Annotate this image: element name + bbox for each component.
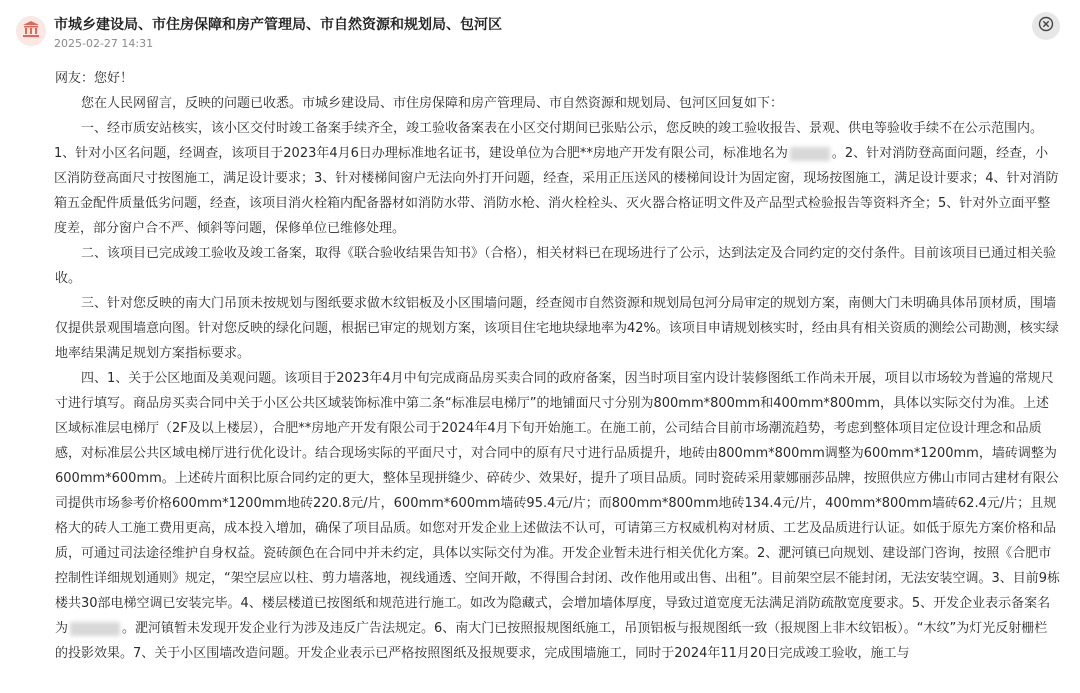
close-button[interactable]: [1032, 12, 1060, 40]
government-building-icon: [22, 20, 40, 42]
reply-header: [12, 12, 1068, 56]
reply-paragraph-1-items-a: 1、针对小区名问题，经调查，该项目于2023年4月6日办理标准地名证书，建设单位为合肥**房地产开发有限公司，标准地名为: [54, 146, 788, 161]
reply-intro: 您在人民网留言，反映的问题已收悉。市城乡建设局、市住房保障和房产管理局、市自然资源和规划局、包河区回复如下：: [81, 96, 784, 111]
redacted-name: [790, 147, 830, 161]
greeting: 网友：您好！: [55, 71, 134, 86]
timestamp: 2025-02-27 14:31: [54, 37, 154, 50]
reply-paragraph-2: 二、该项目已完成竣工验收及竣工备案，取得《联合验收结果告知书》（合格），相关材料已在现场进行了公示，达到法定及合同约定的交付条件。目前该项目已通过相关验收。: [55, 246, 1057, 286]
reply-paragraph-3: 三、针对您反映的南大门吊顶未按规划与图纸要求做木纹铝板及小区围墙问题，经查阅市自然资源和规划局包河分局审定的规划方案，南侧大门未明确具体吊顶材质，围墙仅提供景观围墙意向图。针对您反映的绿化问题，根据已审定的规划方案，该项目住宅地块绿地率为42%。该项目申请规划核实时，经由具有相关资质的测绘公司勘测，核实绿地率结果满足规划方案指标要求。: [55, 296, 1059, 361]
close-icon: [1038, 16, 1054, 36]
reply-paragraph-4-b: 。淝河镇暂未发现开发企业行为涉及违反广告法规定。6、南大门已按照报规图纸施工，吊顶铝板与报规图纸一致（报规图上非木纹铝板）。“木纹”为灯光反射栅栏的投影效果。7、关于小区围墙改造问题。开发企业表示已严格按照图纸及报规要求，完成围墙施工，同时于2024年11月20日完成竣工验收，施工与: [55, 621, 1048, 661]
redacted-name: [70, 622, 120, 636]
reply-paragraph-1-items: [54, 141, 1060, 241]
reply-paragraph-4: [55, 366, 1060, 666]
reply-paragraph-1-items-b: 。2、针对消防登高面问题，经查，小区消防登高面尺寸按图施工，满足设计要求；3、针对楼梯间窗户无法向外打开问题，经查，采用正压送风的楼梯间设计为固定窗，现场按图施工，满足设计要求；4、针对消防箱五金配件质量低劣问题，经查，该项目消火栓箱内配备器材如消防水带、消防水枪、消火栓栓头、灭火器合格证明文件及产品型式检验报告等资料齐全；5、针对外立面平整度差，部分窗户合不严、倾斜等问题，保修单位已维修处理。: [54, 146, 1059, 236]
org-title: 市城乡建设局、市住房保障和房产管理局、市自然资源和规划局、包河区: [54, 17, 502, 33]
avatar: [16, 16, 46, 46]
reply-body: [55, 66, 1060, 666]
reply-paragraph-4-a: 四、1、关于公区地面及美观问题。该项目于2023年4月中旬完成商品房买卖合同的政府备案，因当时项目室内设计装修图纸工作尚未开展，项目以市场较为普遍的常规尺寸进行填写。商品房买卖合同中关于小区公共区域装饰标准中第二条“标准层电梯厅”的地铺面尺寸分别为800mm*800mm和400mm*800mm，具体以实际交付为准。上述区域标准层电梯厅（2F及以上楼层），合肥**房地产开发有限公司于2024年4月下旬开始施工。在施工前，公司结合目前市场潮流趋势，考虑到整体项目定位设计理念和品质感，对标准层公共区域电梯厅进行优化设计。结合现场实际的平面尺寸，对合同中的原有尺寸进行品质提升，地砖由800mm*800mm调整为600mm*1200mm，墙砖调整为600mm*600mm。上述砖片面积比原合同约定的更大，整体呈现拼缝少、碎砖少、效果好，提升了项目品质。同时瓷砖采用蒙娜丽莎品牌，按照供应方佛山市同古建材有限公司提供市场参考价格600mm*1200mm地砖220.8元/片，600mm*600mm墙砖95.4元/片；而800mm*800mm地砖134.4元/片，400mm*800mm墙砖62.4元/片；且规格大的砖人工施工费用更高，成本投入增加，确保了项目品质。如您对开发企业上述做法不认可，可请第三方权威机构对材质、工艺及品质进行认证。如低于原先方案价格和品质，可通过司法途径维护自身权益。瓷砖颜色在合同中并未约定，具体以实际交付为准。开发企业暂未进行相关优化方案。2、淝河镇已向规划、建设部门咨询，按照《合肥市控制性详细规划通则》规定，“架空层应以柱、剪力墙落地，视线通透、空间开敞，不得围合封闭、改作他用或出售、出租”。目前架空层不能封闭，无法安装空调。3、目前9栋楼共30部电梯空调已安装完毕。4、楼层楼道已按图纸和规范进行施工。如改为隐藏式，会增加墙体厚度，导致过道宽度无法满足消防疏散宽度要求。5、开发企业表示备案名为: [55, 371, 1061, 636]
reply-paragraph-1: 一、经市质安站核实，该小区交付时竣工备案手续齐全，竣工验收备案表在小区交付期间已张贴公示，您反映的竣工验收报告、景观、供电等验收手续不在公示范围内。: [81, 121, 1044, 136]
